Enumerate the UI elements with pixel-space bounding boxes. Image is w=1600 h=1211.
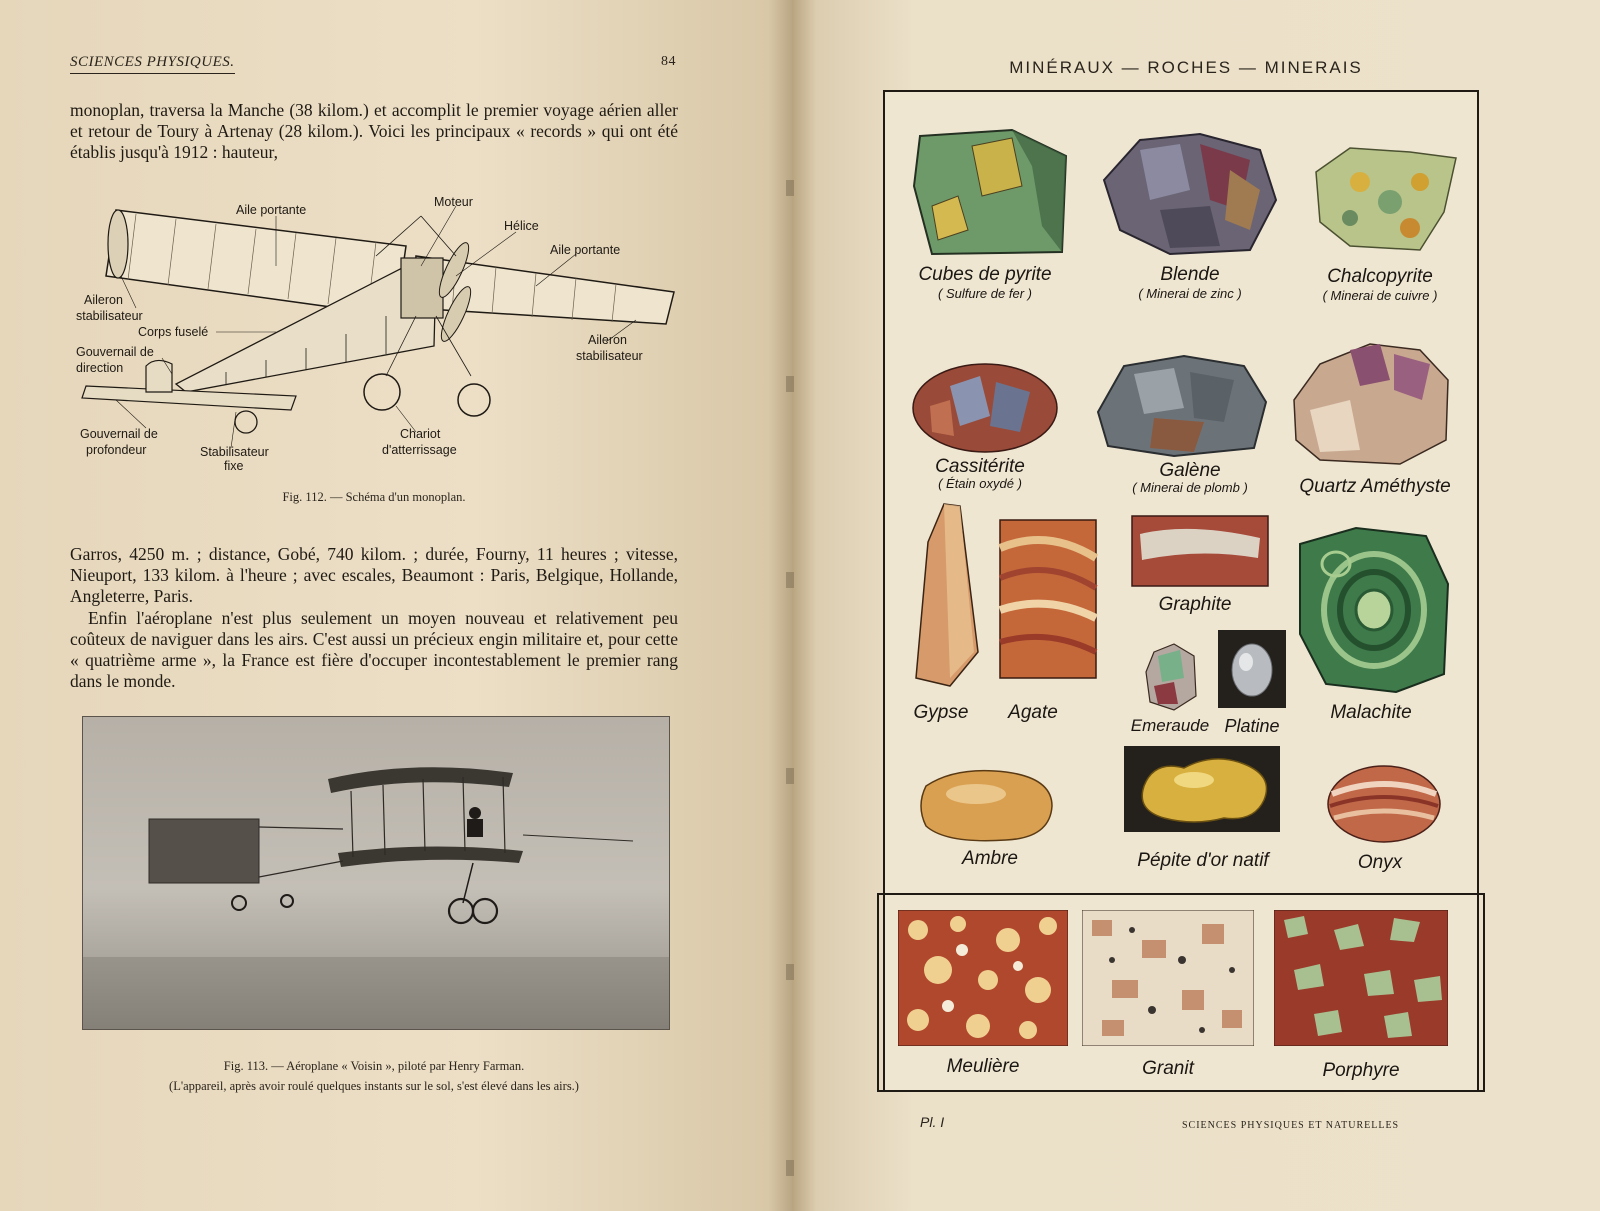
label-onyx: Onyx: [1357, 852, 1403, 873]
gypse-illustration: [914, 502, 984, 688]
sub-blende: ( Minerai de zinc ): [1138, 286, 1242, 301]
figure-113-photograph: [82, 716, 670, 1030]
chalcopyrite-illustration: [1310, 142, 1460, 254]
label-emeraude: Emeraude: [1130, 716, 1210, 735]
quartz-amethyste-illustration: [1290, 340, 1452, 468]
book-gutter: [786, 0, 794, 1211]
cassiterite-illustration: [910, 356, 1060, 456]
sub-galene: ( Minerai de plomb ): [1132, 480, 1248, 495]
pepite-or-illustration: [1124, 746, 1280, 832]
plate-divider: [877, 893, 1485, 895]
page-number: 84: [661, 54, 676, 69]
biplane-photo-drawing: [83, 717, 669, 1029]
emeraude-illustration: [1144, 642, 1200, 712]
label-pyrite: Cubes de pyrite: [918, 264, 1052, 285]
label-malachite: Malachite: [1330, 702, 1412, 723]
porphyre-rock-sample: [1274, 910, 1448, 1046]
label-stabilisateur-a: Stabilisateur: [200, 445, 269, 459]
label-gouvernail-direction-b: direction: [76, 361, 124, 375]
running-head-title: SCIENCES PHYSIQUES.: [70, 54, 235, 74]
paragraph-1: monoplan, traversa la Manche (38 kilom.) et accomplit le premier voyage aérien aller et retour de Toury à Artenay (28 kilom.). Voici les principaux « records » qui ont été établis jusqu'à 1912 : hauteur,: [70, 100, 678, 162]
label-quartz: Quartz Améthyste: [1299, 476, 1451, 497]
label-chariot-b: d'atterrissage: [382, 443, 457, 457]
figure-113-caption-line-2: (L'appareil, après avoir roulé quelques instants sur le sol, s'est élevé dans les airs.): [169, 1079, 579, 1093]
paragraph-3: Enfin l'aéroplane n'est plus seulement un moyen nouveau et relativement peu coûteux de naviguer dans les airs. C'est aussi un précieux engin militaire et, pour cette « quatrième arme », la France est fière d'occuper incontestablement le premier rang dans le monde.: [70, 608, 678, 691]
label-corps-fusele: Corps fuselé: [138, 325, 209, 339]
label-aile-portante-2: Aile portante: [550, 243, 621, 257]
malachite-illustration: [1296, 524, 1450, 694]
galene-illustration: [1094, 352, 1270, 460]
meuliere-rock-sample: [898, 910, 1068, 1046]
label-platine: Platine: [1224, 716, 1280, 736]
label-pepite: Pépite d'or natif: [1137, 850, 1269, 871]
label-aileron-1-a: Aileron: [84, 293, 123, 307]
label-agate: Agate: [1008, 702, 1058, 723]
label-aileron-1-b: stabilisateur: [76, 309, 143, 323]
agate-illustration: [998, 518, 1098, 680]
granit-rock-sample: [1082, 910, 1254, 1046]
label-aileron-2-b: stabilisateur: [576, 349, 643, 363]
label-stabilisateur-b: fixe: [224, 459, 244, 473]
platine-illustration: [1218, 630, 1286, 708]
plate-number: Pl. I: [920, 1114, 945, 1130]
pyrite-illustration: [912, 126, 1074, 260]
figure-113-caption: [60, 1056, 688, 1096]
figure-112-caption: Fig. 112. — Schéma d'un monoplan.: [282, 490, 466, 504]
label-chalcopyrite: Chalcopyrite: [1327, 266, 1433, 287]
label-gouvernail-direction-a: Gouvernail de: [76, 345, 154, 359]
sub-cassiterite: ( Étain oxydé ): [938, 476, 1022, 491]
label-meuliere: Meulière: [946, 1056, 1020, 1077]
running-head: [70, 54, 676, 78]
engine-shape: [401, 258, 443, 318]
label-aileron-2-a: Aileron: [588, 333, 627, 347]
label-chariot-a: Chariot: [400, 427, 441, 441]
label-blende: Blende: [1160, 264, 1220, 285]
label-ambre: Ambre: [962, 848, 1018, 869]
graphite-illustration: [1130, 514, 1270, 588]
label-galene: Galène: [1159, 460, 1221, 481]
label-porphyre: Porphyre: [1322, 1060, 1400, 1081]
monoplane-drawing: [76, 196, 682, 476]
sub-pyrite: ( Sulfure de fer ): [938, 286, 1032, 301]
ambre-illustration: [916, 766, 1056, 844]
paragraph-2: Garros, 4250 m. ; distance, Gobé, 740 kilom. ; durée, Fourny, 11 heures ; vitesse, Nieuport, 133 kilom. à l'heure ; avec escales, Beaumont : Paris, Belgique, Hollande, Angleterre, Paris.: [70, 544, 678, 606]
label-graphite: Graphite: [1158, 594, 1232, 615]
label-gouvernail-profondeur-a: Gouvernail de: [80, 427, 158, 441]
label-granit: Granit: [1142, 1058, 1194, 1079]
onyx-illustration: [1326, 764, 1442, 844]
label-helice: Hélice: [504, 219, 539, 233]
plate-footer-title: SCIENCES PHYSIQUES ET NATURELLES: [1182, 1120, 1400, 1131]
label-gypse: Gypse: [913, 702, 969, 723]
label-moteur: Moteur: [434, 196, 473, 209]
label-gouvernail-profondeur-b: profondeur: [86, 443, 147, 457]
blende-illustration: [1100, 130, 1280, 256]
figure-112-monoplane-diagram: [76, 196, 682, 476]
sub-chalcopyrite: ( Minerai de cuivre ): [1322, 288, 1438, 303]
plate-title: MINÉRAUX — ROCHES — MINERAIS: [1009, 58, 1363, 77]
label-cassiterite: Cassitérite: [935, 456, 1025, 477]
figure-113-caption-line-1: Fig. 113. — Aéroplane « Voisin », piloté par Henry Farman.: [223, 1059, 525, 1073]
label-aile-portante-1: Aile portante: [236, 203, 307, 217]
